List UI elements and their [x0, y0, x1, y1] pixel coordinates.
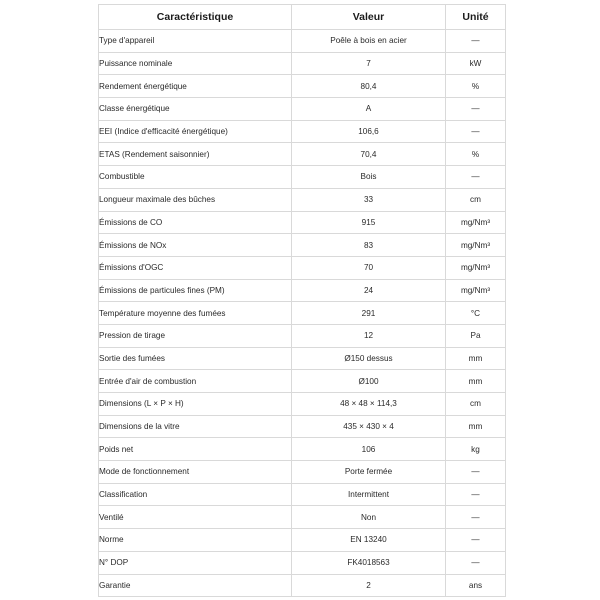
- row-label: Classe énergétique: [99, 98, 292, 121]
- row-unit: %: [446, 143, 506, 166]
- table-row: [99, 166, 506, 189]
- row-value: 70: [292, 256, 446, 279]
- table-row: [99, 75, 506, 98]
- row-unit: mm: [446, 370, 506, 393]
- row-label: Dimensions de la vitre: [99, 415, 292, 438]
- row-value: FK4018563: [292, 551, 446, 574]
- row-unit: kg: [446, 438, 506, 461]
- row-value: 915: [292, 211, 446, 234]
- table-body: [99, 30, 506, 597]
- row-value: Ø150 dessus: [292, 347, 446, 370]
- table-row: [99, 347, 506, 370]
- row-unit: mg/Nm³: [446, 211, 506, 234]
- row-label: Dimensions (L × P × H): [99, 393, 292, 416]
- row-unit: mg/Nm³: [446, 279, 506, 302]
- table-row: [99, 506, 506, 529]
- row-label: ETAS (Rendement saisonnier): [99, 143, 292, 166]
- table-row: [99, 188, 506, 211]
- table-row: [99, 324, 506, 347]
- table-row: [99, 574, 506, 597]
- row-value: Intermittent: [292, 483, 446, 506]
- row-label: Puissance nominale: [99, 52, 292, 75]
- table-row: [99, 279, 506, 302]
- table-row: [99, 302, 506, 325]
- table-row: [99, 120, 506, 143]
- row-label: Température moyenne des fumées: [99, 302, 292, 325]
- row-label: EEI (Indice d'efficacité énergétique): [99, 120, 292, 143]
- table-header: [99, 5, 506, 30]
- row-value: 106,6: [292, 120, 446, 143]
- row-unit: cm: [446, 188, 506, 211]
- table-row: [99, 234, 506, 257]
- row-unit: mm: [446, 415, 506, 438]
- row-value: Ø100: [292, 370, 446, 393]
- row-value: 12: [292, 324, 446, 347]
- header-characteristic: Caractéristique: [99, 5, 292, 30]
- row-unit: —: [446, 120, 506, 143]
- row-label: Rendement énergétique: [99, 75, 292, 98]
- row-label: N° DOP: [99, 551, 292, 574]
- row-value: 106: [292, 438, 446, 461]
- row-unit: —: [446, 506, 506, 529]
- row-label: Émissions de particules fines (PM): [99, 279, 292, 302]
- row-value: Non: [292, 506, 446, 529]
- row-value: 291: [292, 302, 446, 325]
- row-label: Type d'appareil: [99, 30, 292, 53]
- row-unit: —: [446, 483, 506, 506]
- row-unit: °C: [446, 302, 506, 325]
- table-row: [99, 52, 506, 75]
- row-unit: —: [446, 529, 506, 552]
- row-value: Poêle à bois en acier: [292, 30, 446, 53]
- row-value: 24: [292, 279, 446, 302]
- row-label: Mode de fonctionnement: [99, 461, 292, 484]
- row-value: EN 13240: [292, 529, 446, 552]
- row-value: 2: [292, 574, 446, 597]
- row-unit: mm: [446, 347, 506, 370]
- row-value: Bois: [292, 166, 446, 189]
- table-row: [99, 529, 506, 552]
- row-label: Émissions de CO: [99, 211, 292, 234]
- table-row: [99, 98, 506, 121]
- header-value: Valeur: [292, 5, 446, 30]
- row-unit: —: [446, 551, 506, 574]
- row-unit: —: [446, 98, 506, 121]
- table-row: [99, 143, 506, 166]
- table-row: [99, 393, 506, 416]
- row-label: Classification: [99, 483, 292, 506]
- row-unit: Pa: [446, 324, 506, 347]
- row-unit: ans: [446, 574, 506, 597]
- row-label: Longueur maximale des bûches: [99, 188, 292, 211]
- row-label: Ventilé: [99, 506, 292, 529]
- row-unit: %: [446, 75, 506, 98]
- row-unit: —: [446, 461, 506, 484]
- row-label: Garantie: [99, 574, 292, 597]
- row-label: Émissions de NOx: [99, 234, 292, 257]
- table-row: [99, 551, 506, 574]
- row-value: 7: [292, 52, 446, 75]
- row-label: Norme: [99, 529, 292, 552]
- row-label: Combustible: [99, 166, 292, 189]
- row-unit: mg/Nm³: [446, 234, 506, 257]
- table-row: [99, 438, 506, 461]
- row-value: Porte fermée: [292, 461, 446, 484]
- table-row: [99, 483, 506, 506]
- row-value: 80,4: [292, 75, 446, 98]
- row-label: Pression de tirage: [99, 324, 292, 347]
- row-value: A: [292, 98, 446, 121]
- row-unit: kW: [446, 52, 506, 75]
- row-label: Poids net: [99, 438, 292, 461]
- row-value: 83: [292, 234, 446, 257]
- row-value: 435 × 430 × 4: [292, 415, 446, 438]
- row-value: 70,4: [292, 143, 446, 166]
- row-unit: cm: [446, 393, 506, 416]
- row-unit: mg/Nm³: [446, 256, 506, 279]
- header-unit: Unité: [446, 5, 506, 30]
- table-row: [99, 211, 506, 234]
- table-row: [99, 30, 506, 53]
- header-row: [99, 5, 506, 30]
- row-value: 33: [292, 188, 446, 211]
- row-label: Émissions d'OGC: [99, 256, 292, 279]
- row-label: Sortie des fumées: [99, 347, 292, 370]
- row-label: Entrée d'air de combustion: [99, 370, 292, 393]
- table-row: [99, 370, 506, 393]
- table-row: [99, 415, 506, 438]
- table-row: [99, 461, 506, 484]
- row-unit: —: [446, 30, 506, 53]
- specifications-table: [98, 4, 506, 597]
- row-value: 48 × 48 × 114,3: [292, 393, 446, 416]
- table-row: [99, 256, 506, 279]
- row-unit: —: [446, 166, 506, 189]
